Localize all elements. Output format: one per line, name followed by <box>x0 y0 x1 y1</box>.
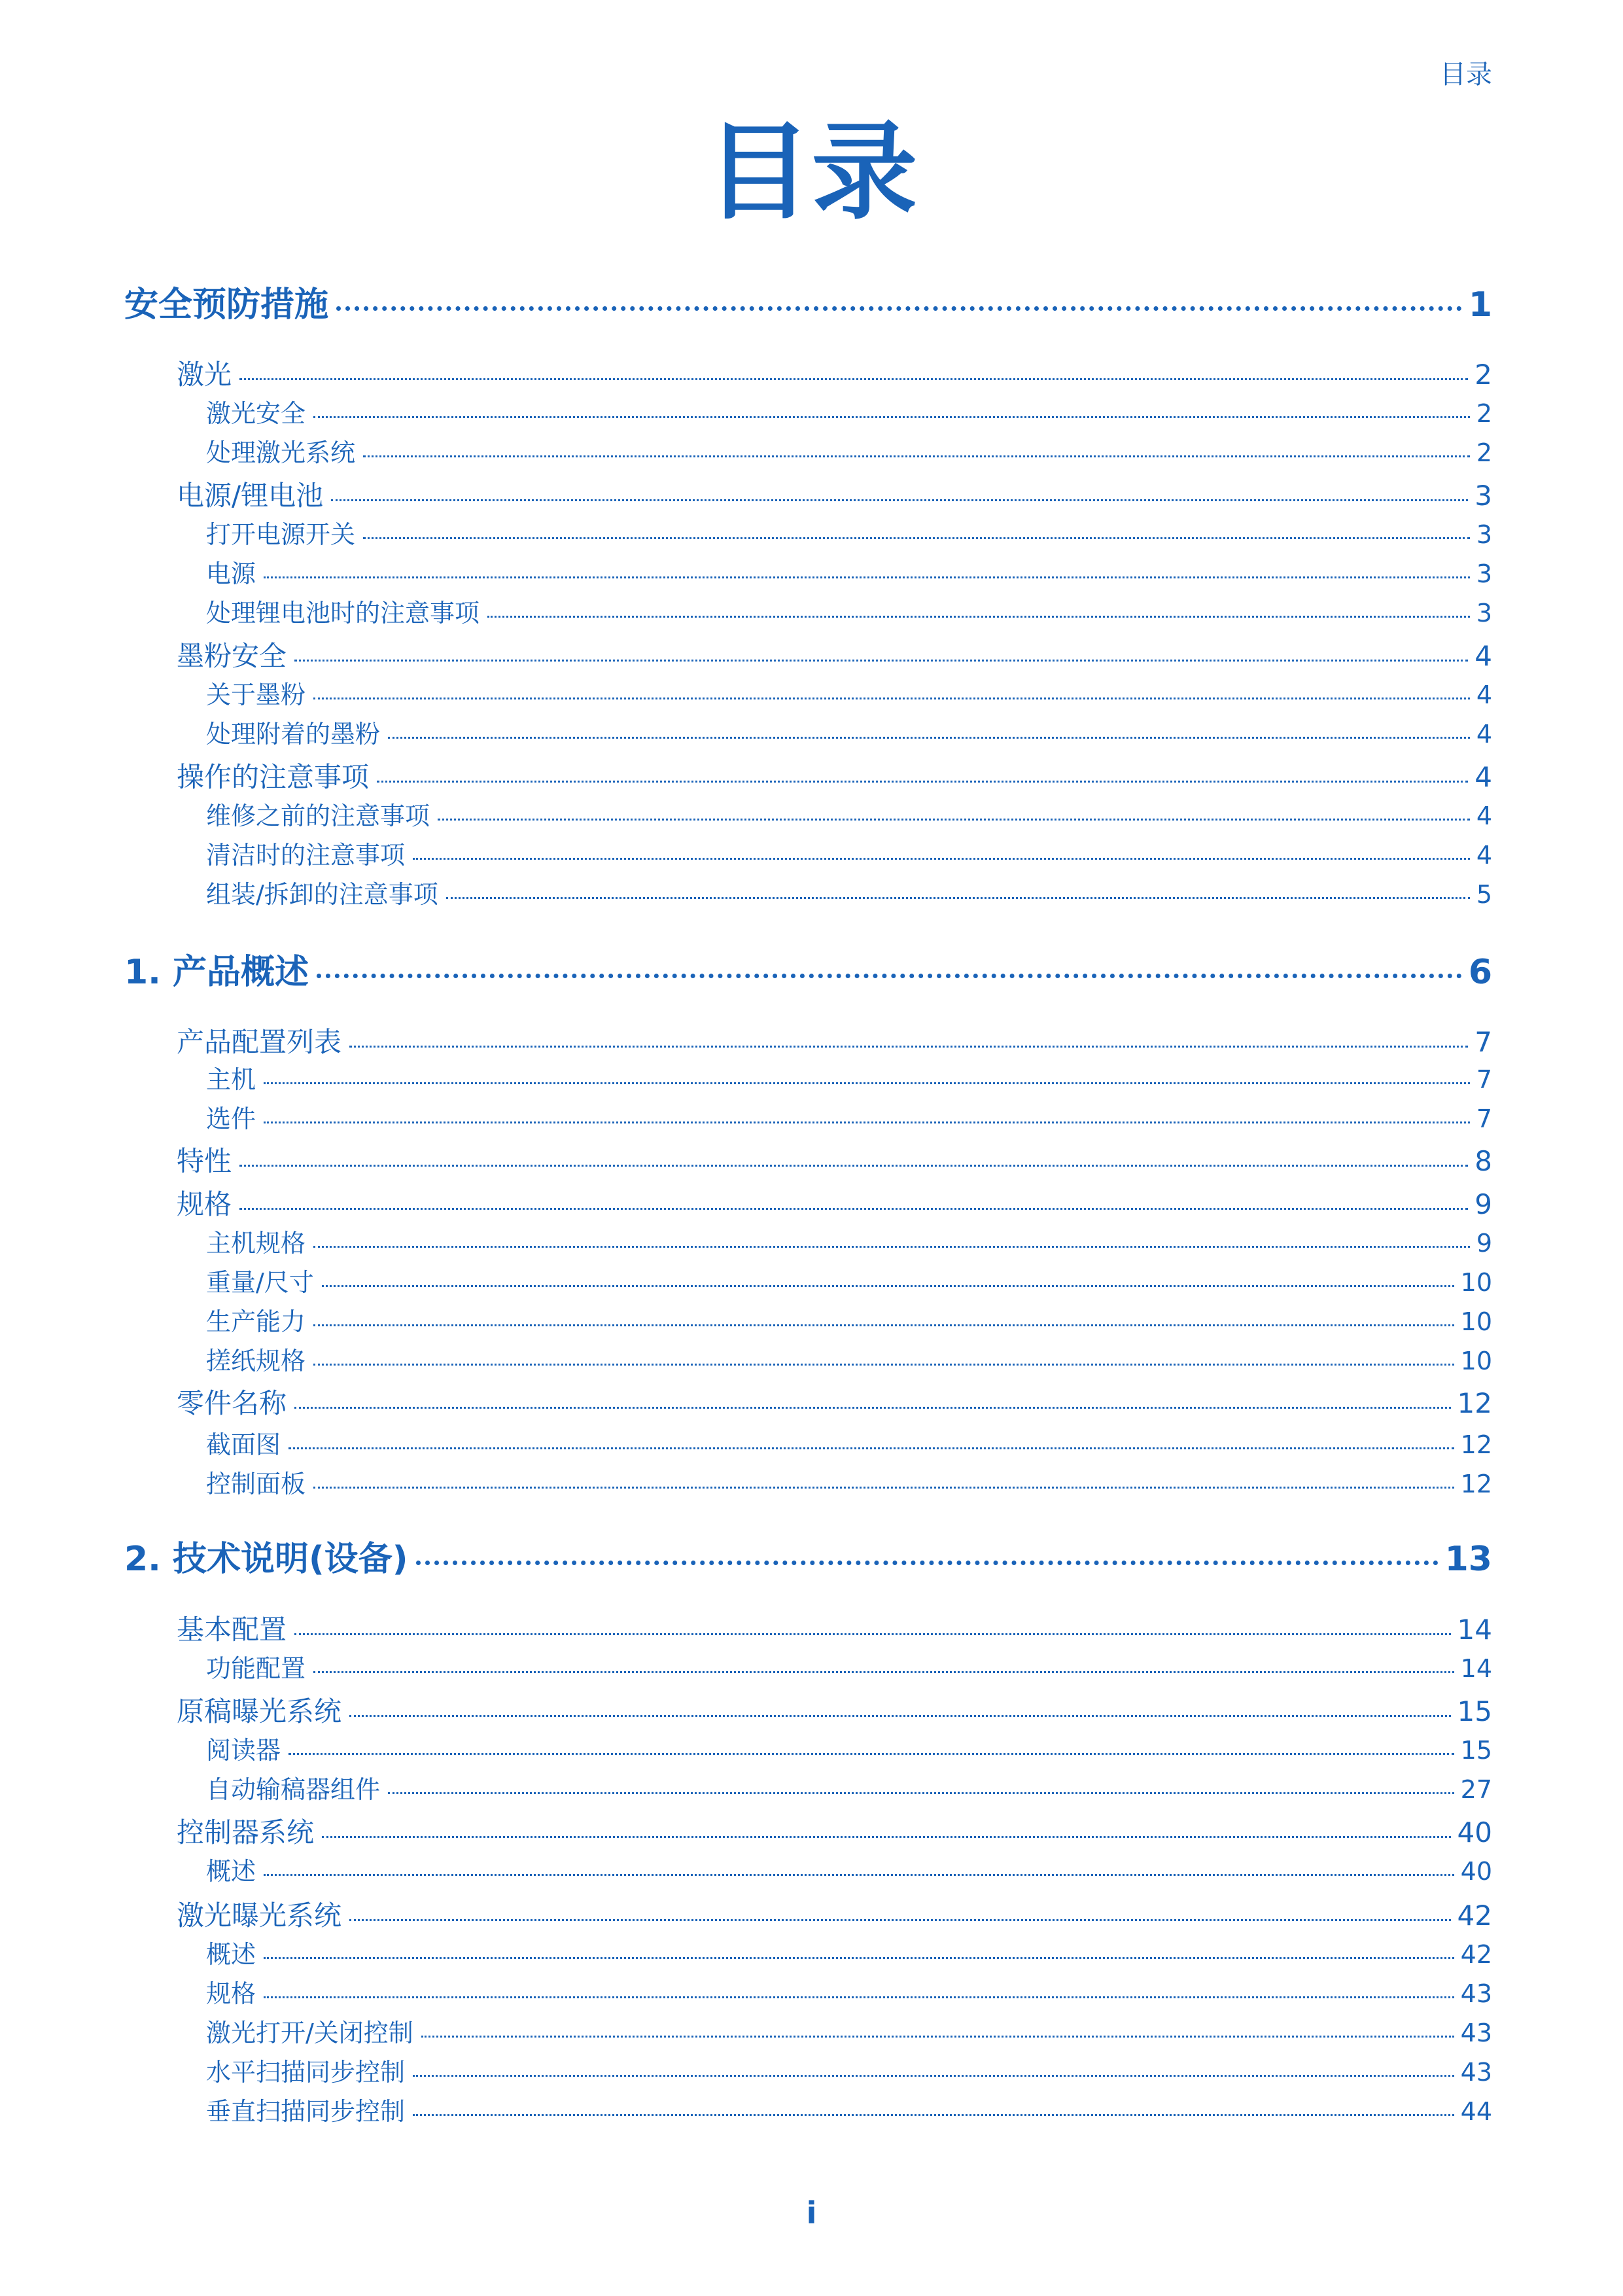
dot-leader <box>421 2036 1454 2038</box>
toc-entry-page: 7 <box>1476 1104 1492 1133</box>
toc-subsection[interactable] <box>124 400 1492 428</box>
toc-subsection[interactable] <box>124 440 1492 467</box>
toc-entry-label: 规格 <box>206 1979 256 2008</box>
dot-leader <box>239 1208 1468 1210</box>
dot-leader <box>313 1671 1454 1673</box>
dot-leader <box>264 1122 1470 1123</box>
toc-entry-label: 处理激光系统 <box>206 438 356 467</box>
toc-section[interactable] <box>124 360 1492 390</box>
toc-subsection[interactable] <box>124 1471 1492 1498</box>
toc-subsection[interactable] <box>124 842 1492 870</box>
toc-entry-page: 10 <box>1460 1307 1492 1336</box>
dot-leader <box>313 416 1470 418</box>
dot-leader <box>388 737 1470 739</box>
toc-entry-page: 5 <box>1476 880 1492 909</box>
toc-entry-label: 截面图 <box>206 1430 281 1459</box>
dot-leader <box>264 1874 1454 1876</box>
running-header: 目录 <box>1440 60 1492 90</box>
dot-leader <box>294 1633 1451 1635</box>
dot-leader <box>264 1957 1454 1959</box>
toc-entry-page: 15 <box>1457 1695 1492 1727</box>
toc-entry-page: 40 <box>1460 1857 1492 1886</box>
toc-entry-page: 4 <box>1476 680 1492 709</box>
dot-leader <box>416 1561 1439 1565</box>
toc-subsection[interactable] <box>124 1230 1492 1258</box>
toc-subsection[interactable] <box>124 1269 1492 1297</box>
page-title: 目录 <box>705 111 918 234</box>
toc-entry-label: 自动输稿器组件 <box>206 1775 381 1804</box>
toc-entry-label: 处理附着的墨粉 <box>206 720 381 749</box>
dot-leader <box>363 455 1470 457</box>
toc-subsection[interactable] <box>124 521 1492 549</box>
dot-leader <box>487 616 1470 618</box>
toc-entry-page: 12 <box>1460 1470 1492 1498</box>
toc-entry-page: 7 <box>1475 1026 1492 1058</box>
toc-entry-label: 垂直扫描同步控制 <box>206 2097 406 2126</box>
dot-leader <box>264 576 1470 578</box>
toc-entry-page: 2 <box>1475 359 1492 391</box>
dot-leader <box>294 660 1468 662</box>
toc-subsection[interactable] <box>124 1655 1492 1683</box>
toc-subsection[interactable] <box>124 1309 1492 1336</box>
toc-entry-label: 规格 <box>177 1188 232 1220</box>
dot-leader <box>317 974 1462 978</box>
dot-leader <box>438 819 1470 821</box>
toc-entry-page: 2 <box>1476 399 1492 428</box>
toc-entry-page: 43 <box>1460 1979 1492 2008</box>
toc-entry-label: 激光安全 <box>206 399 306 428</box>
toc-section[interactable] <box>124 1388 1492 1419</box>
toc-entry-label: 关于墨粉 <box>206 680 306 709</box>
toc-entry-label: 清洁时的注意事项 <box>206 841 406 870</box>
dot-leader <box>413 2114 1454 2116</box>
toc-subsection[interactable] <box>124 1106 1492 1133</box>
toc-section[interactable] <box>124 1818 1492 1848</box>
toc-subsection[interactable] <box>124 2020 1492 2047</box>
toc-entry-page: 12 <box>1457 1387 1492 1419</box>
toc-entry-label: 重量/尺寸 <box>206 1268 314 1297</box>
toc-entry-label: 维修之前的注意事项 <box>206 802 430 830</box>
toc-entry-label: 主机 <box>206 1065 256 1094</box>
toc-entry-label: 电源/锂电池 <box>177 480 324 512</box>
toc-entry-page: 15 <box>1460 1736 1492 1765</box>
toc-section[interactable] <box>124 1190 1492 1220</box>
toc-subsection[interactable] <box>124 1941 1492 1969</box>
toc-entry-label: 激光 <box>177 359 232 391</box>
toc-section[interactable] <box>124 1901 1492 1931</box>
dot-leader <box>336 306 1462 311</box>
toc-entry-page: 27 <box>1460 1775 1492 1804</box>
dot-leader <box>388 1792 1454 1794</box>
dot-leader <box>349 1919 1451 1921</box>
toc-entry-label: 概述 <box>206 1857 256 1886</box>
toc-entry-label: 安全预防措施 <box>124 285 329 325</box>
toc-entry-label: 零件名称 <box>177 1387 287 1419</box>
toc-entry-label: 处理锂电池时的注意事项 <box>206 599 480 627</box>
dot-leader <box>239 1165 1468 1167</box>
toc-subsection[interactable] <box>124 682 1492 709</box>
toc-subsection[interactable] <box>124 721 1492 749</box>
toc-chapter[interactable] <box>124 954 1492 991</box>
toc-entry-page: 2 <box>1476 438 1492 467</box>
toc-entry-page: 10 <box>1460 1268 1492 1297</box>
dot-leader <box>239 378 1468 380</box>
toc-section[interactable] <box>124 1615 1492 1645</box>
toc-entry-label: 2. 技术说明(设备) <box>124 1540 408 1579</box>
dot-leader <box>264 1082 1470 1084</box>
toc-entry-label: 特性 <box>177 1145 232 1177</box>
dot-leader <box>294 1407 1451 1409</box>
toc-entry-label: 功能配置 <box>206 1654 306 1683</box>
toc-entry-label: 控制面板 <box>206 1470 306 1498</box>
toc-section[interactable] <box>124 1146 1492 1176</box>
dot-leader <box>313 1487 1454 1489</box>
dot-leader <box>313 698 1470 699</box>
toc-entry-label: 选件 <box>206 1104 256 1133</box>
toc-entry-page: 42 <box>1460 1940 1492 1969</box>
toc-entry-page: 43 <box>1460 2019 1492 2047</box>
page-number: i <box>806 2195 817 2231</box>
toc-entry-label: 墨粉安全 <box>177 640 287 672</box>
toc-entry-page: 44 <box>1460 2097 1492 2126</box>
toc-subsection[interactable] <box>124 2098 1492 2126</box>
toc-entry-page: 4 <box>1476 720 1492 749</box>
toc-entry-label: 1. 产品概述 <box>124 953 309 992</box>
toc-chapter[interactable] <box>124 1541 1492 1578</box>
toc-entry-label: 操作的注意事项 <box>177 761 370 793</box>
dot-leader <box>377 781 1468 783</box>
dot-leader <box>313 1324 1454 1326</box>
toc-entry-page: 9 <box>1475 1188 1492 1220</box>
toc-subsection[interactable] <box>124 1981 1492 2008</box>
toc-subsection[interactable] <box>124 600 1492 627</box>
toc-entry-label: 阅读器 <box>206 1736 281 1765</box>
toc-section[interactable] <box>124 1027 1492 1057</box>
toc-entry-label: 组装/拆卸的注意事项 <box>206 880 438 909</box>
dot-leader <box>288 1447 1454 1449</box>
toc-entry-label: 基本配置 <box>177 1614 287 1646</box>
toc-entry-page: 40 <box>1457 1816 1492 1848</box>
dot-leader <box>446 897 1470 899</box>
toc-section[interactable] <box>124 481 1492 511</box>
toc-subsection[interactable] <box>124 1858 1492 1886</box>
toc-entry-page: 3 <box>1475 480 1492 512</box>
toc-entry-label: 电源 <box>206 559 256 588</box>
toc-entry-label: 控制器系统 <box>177 1816 315 1848</box>
toc-subsection[interactable] <box>124 803 1492 830</box>
toc-entry-page: 43 <box>1460 2058 1492 2087</box>
dot-leader <box>349 1715 1451 1717</box>
dot-leader <box>363 537 1470 539</box>
toc-section[interactable] <box>124 1697 1492 1727</box>
toc-subsection[interactable] <box>124 881 1492 909</box>
toc-section[interactable] <box>124 762 1492 792</box>
dot-leader <box>413 2075 1454 2077</box>
dot-leader <box>322 1285 1454 1287</box>
toc-entry-label: 概述 <box>206 1940 256 1969</box>
toc-subsection[interactable] <box>124 1737 1492 1765</box>
toc-entry-label: 打开电源开关 <box>206 520 356 549</box>
toc-entry-label: 水平扫描同步控制 <box>206 2058 406 2087</box>
dot-leader <box>264 1996 1454 1998</box>
toc-subsection[interactable] <box>124 1432 1492 1459</box>
dot-leader <box>413 858 1470 860</box>
toc-section[interactable] <box>124 641 1492 671</box>
toc-entry-page: 14 <box>1457 1614 1492 1646</box>
toc-entry-page: 3 <box>1476 559 1492 588</box>
toc-entry-page: 9 <box>1476 1229 1492 1258</box>
toc-entry-label: 原稿曝光系统 <box>177 1695 342 1727</box>
toc-entry-page: 1 <box>1468 285 1492 325</box>
toc-subsection[interactable] <box>124 1348 1492 1375</box>
dot-leader <box>313 1364 1454 1366</box>
toc-entry-page: 12 <box>1460 1430 1492 1459</box>
toc-entry-label: 搓纸规格 <box>206 1347 306 1375</box>
toc-entry-label: 产品配置列表 <box>177 1026 342 1058</box>
dot-leader <box>331 499 1468 501</box>
dot-leader <box>322 1836 1451 1838</box>
toc-entry-page: 7 <box>1476 1065 1492 1094</box>
dot-leader <box>313 1246 1470 1248</box>
toc-chapter[interactable] <box>124 287 1492 324</box>
toc-entry-label: 激光曝光系统 <box>177 1899 342 1932</box>
toc-entry-page: 6 <box>1468 953 1492 992</box>
toc-subsection[interactable] <box>124 1776 1492 1804</box>
toc-entry-label: 主机规格 <box>206 1229 306 1258</box>
toc-entry-page: 4 <box>1476 802 1492 830</box>
toc-subsection[interactable] <box>124 561 1492 588</box>
toc-entry-page: 3 <box>1476 520 1492 549</box>
toc-entry-label: 生产能力 <box>206 1307 306 1336</box>
toc-subsection[interactable] <box>124 2059 1492 2087</box>
toc-entry-page: 10 <box>1460 1347 1492 1375</box>
toc-subsection[interactable] <box>124 1067 1492 1094</box>
toc-entry-page: 4 <box>1475 640 1492 672</box>
toc-entry-page: 3 <box>1476 599 1492 627</box>
toc-entry-page: 13 <box>1444 1540 1492 1579</box>
toc-entry-label: 激光打开/关闭控制 <box>206 2019 413 2047</box>
toc-entry-page: 4 <box>1476 841 1492 870</box>
dot-leader <box>349 1046 1468 1048</box>
toc-entry-page: 8 <box>1475 1145 1492 1177</box>
toc-entry-page: 4 <box>1475 761 1492 793</box>
toc-entry-page: 42 <box>1457 1899 1492 1932</box>
toc-entry-page: 14 <box>1460 1654 1492 1683</box>
dot-leader <box>288 1753 1454 1755</box>
